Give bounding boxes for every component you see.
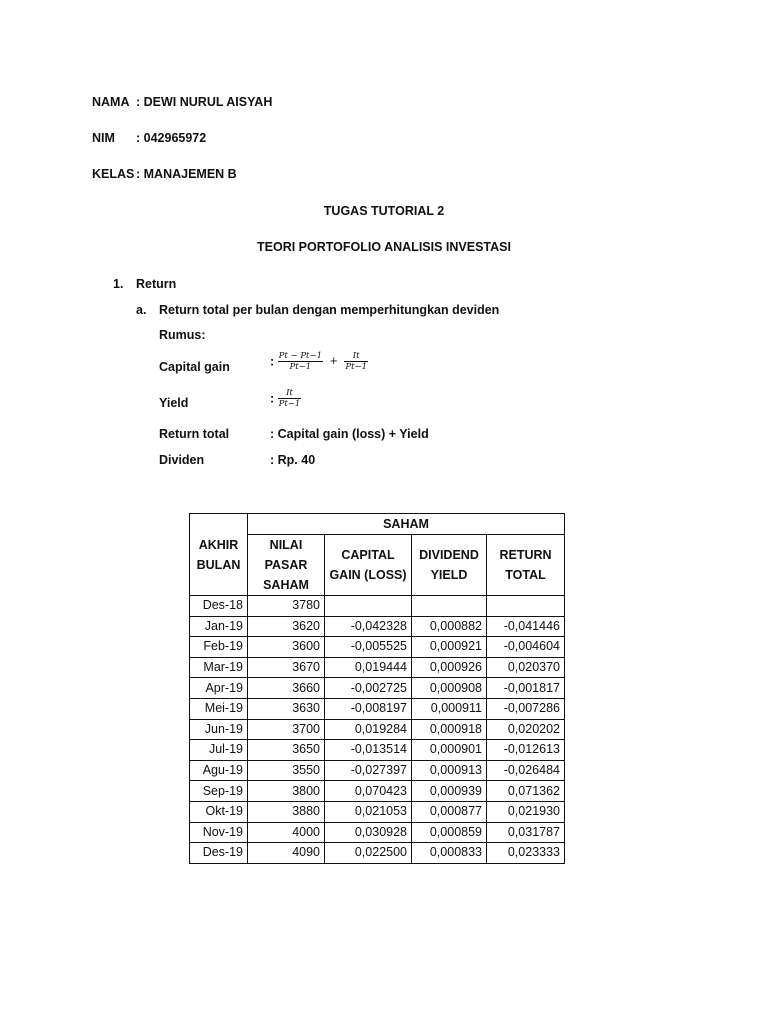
cell-capital-gain: 0,021053	[325, 801, 412, 822]
cell-return-total: -0,026484	[487, 760, 565, 781]
cell-nilai: 3800	[248, 781, 325, 802]
cell-dividend-yield: 0,000882	[412, 616, 487, 637]
cell-bulan: Okt-19	[190, 801, 248, 822]
yield-formula	[270, 388, 301, 409]
cell-bulan: Feb-19	[190, 637, 248, 658]
cell-nilai: 3660	[248, 678, 325, 699]
return-total-value: : Capital gain (loss) + Yield	[270, 427, 429, 441]
fraction-numerator: Pt − Pt−1	[278, 351, 322, 361]
table-row	[190, 801, 565, 822]
cell-dividend-yield: 0,000908	[412, 678, 487, 699]
saham-table	[189, 513, 565, 864]
table-row	[190, 678, 565, 699]
cell-capital-gain: 0,019444	[325, 657, 412, 678]
fraction-numerator: It	[344, 351, 368, 362]
header-dividend-yield: DIVIDEND YIELD	[412, 535, 487, 596]
header-saham: SAHAM	[248, 514, 565, 535]
cell-capital-gain: 0,070423	[325, 781, 412, 802]
rumus-label: Rumus:	[159, 328, 206, 342]
kelas-value: : MANAJEMEN B	[136, 167, 237, 181]
cell-bulan: Jun-19	[190, 719, 248, 740]
cell-dividend-yield: 0,000939	[412, 781, 487, 802]
cell-return-total: 0,020202	[487, 719, 565, 740]
formula-colon: :	[270, 354, 275, 369]
cell-nilai: 3700	[248, 719, 325, 740]
cell-return-total: -0,041446	[487, 616, 565, 637]
cell-dividend-yield	[412, 596, 487, 617]
cell-dividend-yield: 0,000877	[412, 801, 487, 822]
section-number: 1.	[113, 277, 124, 291]
table-row	[190, 740, 565, 761]
cell-nilai: 3550	[248, 760, 325, 781]
cell-dividend-yield: 0,000918	[412, 719, 487, 740]
cell-dividend-yield: 0,000913	[412, 760, 487, 781]
table-row	[190, 596, 565, 617]
cell-capital-gain: -0,027397	[325, 760, 412, 781]
page-subtitle: TEORI PORTOFOLIO ANALISIS INVESTASI	[257, 240, 511, 254]
formula-colon: :	[270, 391, 275, 406]
capital-gain-fraction	[278, 351, 323, 372]
yield-fraction	[278, 388, 302, 409]
nim-label: NIM	[92, 131, 115, 145]
cell-dividend-yield: 0,000921	[412, 637, 487, 658]
cell-capital-gain: -0,013514	[325, 740, 412, 761]
nim-value: : 042965972	[136, 131, 207, 145]
cell-capital-gain: 0,030928	[325, 822, 412, 843]
nama-label: NAMA	[92, 95, 130, 109]
cell-nilai: 3600	[248, 637, 325, 658]
cell-bulan: Mar-19	[190, 657, 248, 678]
cell-capital-gain: -0,042328	[325, 616, 412, 637]
header-capital-gain: CAPITAL GAIN (LOSS)	[325, 535, 412, 596]
cell-nilai: 3670	[248, 657, 325, 678]
cell-bulan: Jan-19	[190, 616, 248, 637]
cell-capital-gain: -0,002725	[325, 678, 412, 699]
cell-bulan: Agu-19	[190, 760, 248, 781]
table-row	[190, 657, 565, 678]
fraction-denominator: Pt−1	[345, 362, 368, 372]
cell-dividend-yield: 0,000911	[412, 698, 487, 719]
cell-return-total: 0,020370	[487, 657, 565, 678]
dividen-value: : Rp. 40	[270, 453, 316, 467]
cell-return-total: -0,001817	[487, 678, 565, 699]
cell-dividend-yield: 0,000926	[412, 657, 487, 678]
header-akhir-bulan: AKHIR BULAN	[190, 514, 248, 596]
cell-capital-gain: 0,022500	[325, 843, 412, 864]
cell-nilai: 3620	[248, 616, 325, 637]
table-row	[190, 698, 565, 719]
cell-nilai: 3650	[248, 740, 325, 761]
cell-capital-gain: 0,019284	[325, 719, 412, 740]
dividen-label: Dividen	[159, 453, 205, 467]
cell-bulan: Des-19	[190, 843, 248, 864]
plus-sign: +	[329, 356, 338, 367]
header-nilai-pasar-saham: NILAI PASAR SAHAM	[248, 535, 325, 596]
table-row	[190, 719, 565, 740]
cell-capital-gain: -0,008197	[325, 698, 412, 719]
cell-dividend-yield: 0,000833	[412, 843, 487, 864]
section-heading: Return	[136, 277, 177, 291]
cell-nilai: 4000	[248, 822, 325, 843]
nama-value: : DEWI NURUL AISYAH	[136, 95, 273, 109]
cell-return-total: 0,031787	[487, 822, 565, 843]
header-return-total: RETURN TOTAL	[487, 535, 565, 596]
capital-gain-formula	[270, 351, 368, 372]
cell-bulan: Jul-19	[190, 740, 248, 761]
cell-return-total: -0,007286	[487, 698, 565, 719]
subsection-heading: Return total per bulan dengan memperhitungkan deviden	[159, 303, 500, 317]
cell-capital-gain: -0,005525	[325, 637, 412, 658]
cell-nilai: 3880	[248, 801, 325, 822]
dividend-fraction	[344, 351, 368, 372]
cell-return-total: -0,012613	[487, 740, 565, 761]
cell-nilai: 3780	[248, 596, 325, 617]
cell-bulan: Des-18	[190, 596, 248, 617]
table-row	[190, 637, 565, 658]
cell-return-total: 0,023333	[487, 843, 565, 864]
fraction-denominator: Pt−1	[289, 362, 312, 372]
cell-bulan: Mei-19	[190, 698, 248, 719]
cell-capital-gain	[325, 596, 412, 617]
table-row	[190, 616, 565, 637]
cell-bulan: Nov-19	[190, 822, 248, 843]
yield-label: Yield	[159, 396, 189, 410]
cell-nilai: 4090	[248, 843, 325, 864]
capital-gain-label: Capital gain	[159, 360, 230, 374]
cell-nilai: 3630	[248, 698, 325, 719]
cell-dividend-yield: 0,000859	[412, 822, 487, 843]
cell-return-total	[487, 596, 565, 617]
cell-bulan: Apr-19	[190, 678, 248, 699]
cell-return-total: -0,004604	[487, 637, 565, 658]
table-row	[190, 760, 565, 781]
fraction-denominator: Pt−1	[278, 399, 301, 409]
return-total-label: Return total	[159, 427, 230, 441]
page-title: TUGAS TUTORIAL 2	[323, 204, 445, 218]
table-row	[190, 781, 565, 802]
cell-dividend-yield: 0,000901	[412, 740, 487, 761]
table-row	[190, 822, 565, 843]
table-row	[190, 843, 565, 864]
fraction-numerator: It	[278, 388, 302, 399]
cell-bulan: Sep-19	[190, 781, 248, 802]
cell-return-total: 0,071362	[487, 781, 565, 802]
subsection-letter: a.	[136, 303, 147, 317]
cell-return-total: 0,021930	[487, 801, 565, 822]
kelas-label: KELAS	[92, 167, 135, 181]
